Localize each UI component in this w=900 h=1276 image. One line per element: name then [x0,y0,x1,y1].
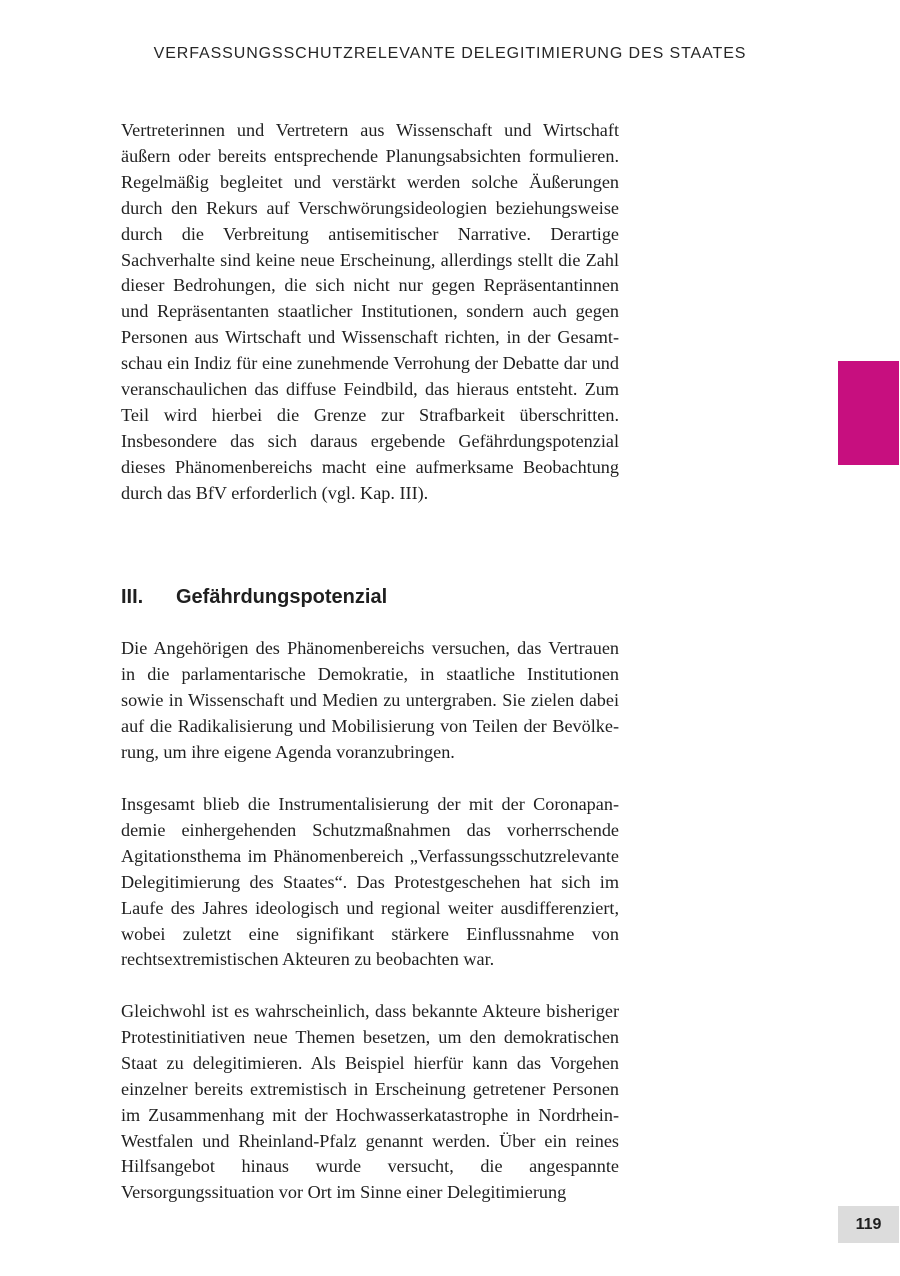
paragraph: Die Angehörigen des Phänomenbereichs versuchen, das Vertrauen in die parlamentarische Demokratie, in staatliche Institutionen sowie in Wissenschaft und Medien zu untergraben. Sie zielen dabei auf die Radikalisierung und Mobilisierung von Teilen der Bevölkerung, um ihre eigene Agenda voranzubringen. [121,638,619,762]
paragraph: Insgesamt blieb die Instrumentalisierung der mit der Coronapandemie einhergehenden Schutzmaßnahmen das vorherrschende Agitationsthema im Phänomenbereich „Verfassungsschutzrelevante Delegitimierung des Staates“. Das Protestgeschehen hat sich im Laufe des Jahres ideologisch und regional weiter ausdifferenziert, wobei zuletzt eine signifikant stärkere Einflussnahme von rechtsextremistischen Akteuren zu beobachten war. [121,794,619,970]
section-text-block-3 [121,999,619,1206]
section-text-block-2 [121,792,619,973]
section-title: Gefährdungspotenzial [176,586,388,608]
page-number: 119 [838,1206,899,1243]
section-text-block-1 [121,636,619,766]
section-number: III. [121,586,144,608]
section-heading [121,584,619,610]
body-text-block [121,118,619,507]
paragraph: Gleichwohl ist es wahrscheinlich, dass bekannte Akteure bisheriger Protestinitiativen neue Themen besetzen, um den demokratischen Staat zu delegitimieren. Als Beispiel hierfür kann das Vorgehen einzelner bereits extremistisch in Erscheinung getretener Personen im Zusammenhang mit der Hochwasserkatastrophe in Nordrhein-Westfalen und Rheinland-Pfalz genannt werden. Über ein reines Hilfsangebot hinaus wurde versucht, die angespannte Versorgungssituation vor Ort im Sinne einer Delegitimierung [121,1001,619,1203]
chapter-marker-tab [838,361,899,465]
running-header: VERFASSUNGSSCHUTZRELEVANTE DELEGITIMIERUNG DES STAATES [153,45,747,62]
paragraph-continued: Vertreterinnen und Vertretern aus Wissenschaft und Wirtschaft äußern oder bereits entsprechende Planungsabsichten formulieren. Regelmäßig begleitet und verstärkt werden solche Äußerungen durch den Rekurs auf Verschwörungsideologien beziehungsweise durch die Verbreitung antisemitischer Narrative. Derartige Sachverhalte sind keine neue Erscheinung, allerdings stellt die Zahl dieser Bedrohungen, die sich nicht nur gegen Repräsentantinnen und Repräsentanten staatlicher Institutionen, sondern auch gegen Personen aus Wirtschaft und Wissenschaft richten, in der Gesamtschau ein Indiz für eine zunehmende Verrohung der Debatte dar und veranschaulichen das diffuse Feindbild, das hieraus entsteht. Zum Teil wird hierbei die Grenze zur Strafbarkeit überschritten. Insbesondere das sich daraus ergebende Gefährdungspotenzial dieses Phänomenbereichs macht eine aufmerksame Beobachtung durch das BfV erforderlich (vgl. Kap. III). [121,120,619,503]
